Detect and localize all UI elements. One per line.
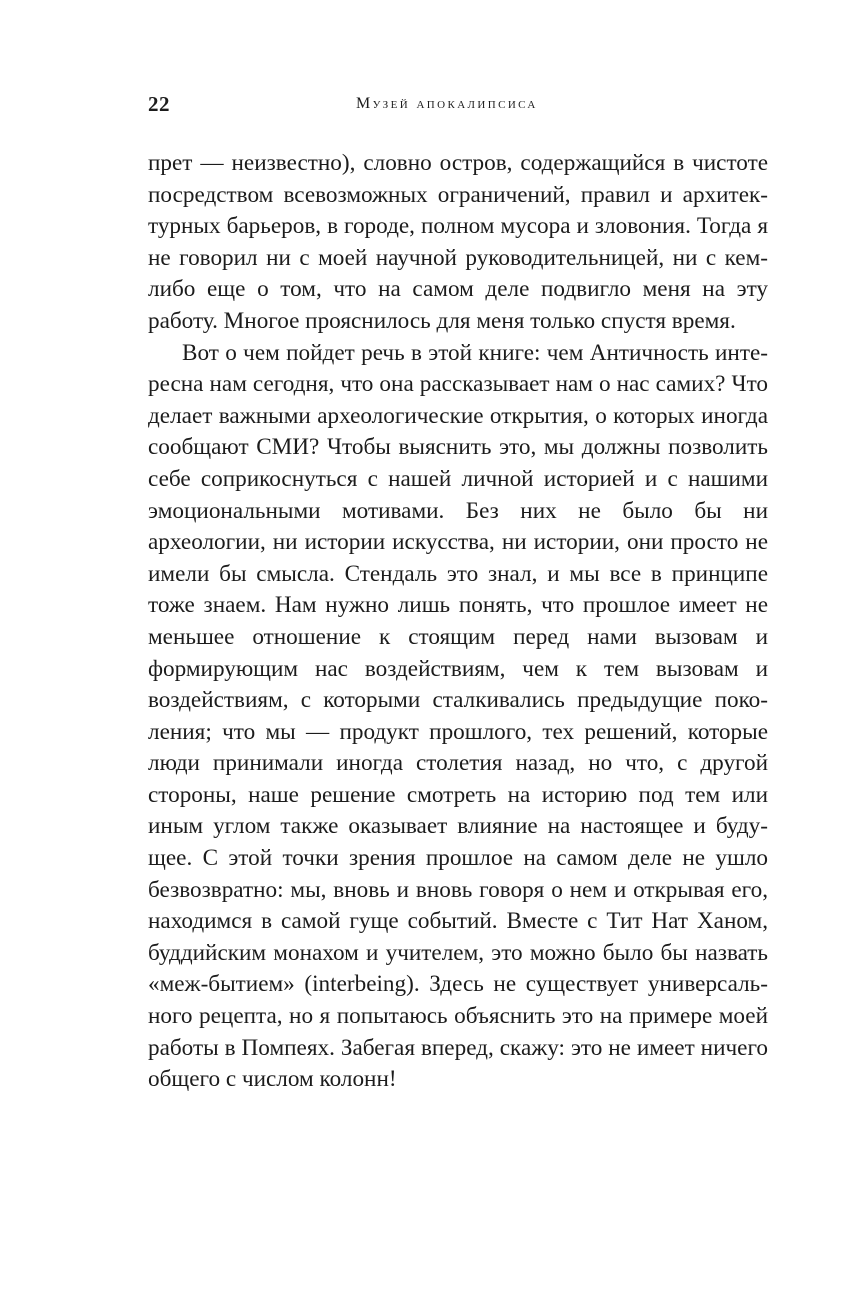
paragraph-1: прет — неизвестно), словно остров, содержащийся в чистоте посредством всевозможных ограничений, правил и архитектурных барьеров, в городе, полном мусора и зловония. Тогда я не говорил ни с моей научной руководительницей, ни с кемлибо еще о том, что на самом деле подвигло меня на эту работу. Многое прояснилось для меня только спустя время. (148, 150, 768, 334)
paragraph-2: Вот о чем пойдет речь в этой книге: чем Античность интересна нам сегодня, что она рассказывает нам о нас самих? Что делает важными археологические открытия, о которых иногда сообщают СМИ? Чтобы выяснить это, мы должны позволить себе соприкоснуться с нашей личной историей и с нашими эмоциональными мотивами. Без них не было бы ни археологии, ни истории искусства, ни истории, они просто не имели бы смысла. Стендаль это знал, и мы все в принципе тоже знаем. Нам нужно лишь понять, что прошлое имеет не меньшее отношение к стоящим перед нами вызовам и формирующим нас воздействиям, чем к тем вызовам и воздействиям, с которыми сталкивались предыдущие поколения; что мы — продукт прошлого, тех решений, которые люди принимали иногда столетия назад, но что, с другой стороны, наше решение смотреть на историю под тем или иным углом также оказывает влияние на настоящее и будущее. С этой точки зрения прошлое на самом деле не ушло безвозвратно: мы, вновь и вновь говоря о нем и открывая его, находимся в самой гуще событий. Вместе с Тит Нат Ханом, буддийским монахом и учителем, это можно было бы назвать «меж-бытием» (interbeing). Здесь не существует универсального рецепта, но я попытаюсь объяснить это на примере моей работы в Помпеях. Забегая вперед, скажу: это не имеет ничего общего с числом колонн! (148, 339, 768, 1093)
page-number: 22 (148, 92, 170, 116)
text-body (148, 148, 768, 1096)
page-header (148, 92, 768, 122)
running-title: Музей апокалипсиса (356, 95, 538, 112)
